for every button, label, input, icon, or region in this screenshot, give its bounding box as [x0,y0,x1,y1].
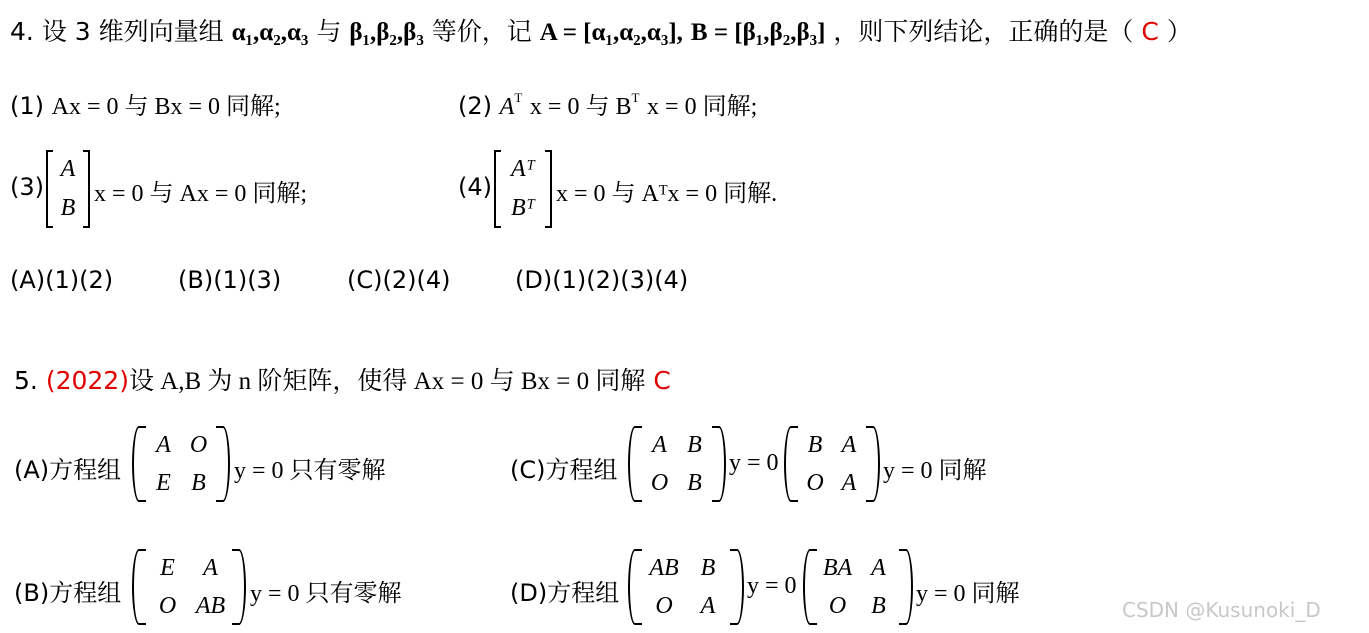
matrix-entry: A [156,431,171,458]
watermark: CSDN @Kusunoki_D [1122,598,1321,622]
statement-text: x = 0 与 Ax = 0 同解; [94,181,308,207]
beta-vectors: β₁,β₂,β₃ [349,19,424,46]
choice-d: (D)(1)(2)(3)(4) [515,266,689,294]
option-a-matrix [132,426,230,502]
stem-text: 设 A,B 为 n 阶矩阵，使得 Ax = 0 与 Bx = 0 同解 [128,368,646,395]
stem-text: 等价，记 [431,17,532,46]
choice-c: (C)(2)(4) [347,266,451,294]
option-d-matrix-right [803,549,913,625]
statement-text: Ax = 0 与 Bx = 0 同解; [51,94,281,120]
statement-label: (4) [458,173,492,201]
transpose-mark: T [631,90,640,105]
stem-text: 与 [316,17,342,46]
question-4-stem [10,12,1192,48]
answer-mark: C [1141,17,1159,46]
option-d-matrix-left [628,549,744,625]
stacked-matrix-transposes [494,150,552,228]
matrix-entry: BA [822,554,853,581]
exam-year: (2022) [45,366,129,395]
option-c-matrix-right [784,426,880,502]
question-5-stem [14,361,671,397]
statement-text: x = 0 同解; [647,94,758,120]
matrix-entry: B [687,431,702,458]
matrix-entry: B [807,431,823,458]
statement-label: (2) [458,92,492,120]
option-c-mid: y = 0 [729,450,779,476]
matrix-a-definition: A = [α₁,α₂,α₃], [539,19,683,46]
stem-text: ，则下列结论，正确的是（ [833,17,1134,46]
matrix-entry: A [700,592,716,619]
matrix-entry: B [687,469,702,496]
matrix-entry: E [160,554,175,581]
answer-mark: C [653,366,671,395]
matrix-entry: A [841,469,857,496]
question-number: 4. [10,17,34,46]
matrix-entry: B [60,195,76,221]
matrix-entry: A [652,431,667,458]
statement-text: x = 0 与 Aᵀx = 0 同解. [556,181,778,207]
matrix-entry: A [841,431,857,458]
option-c-label: (C)方程组 [510,456,618,484]
question-number: 5. [14,366,38,395]
statement-1 [10,86,281,121]
alpha-vectors: α₁,α₂,α₃ [231,19,309,46]
matrix-entry: O [828,592,847,619]
choice-b: (B)(1)(3) [178,266,282,294]
choice-a: (A)(1)(2) [10,266,114,294]
statement-label: (3) [10,173,44,201]
option-c-text: y = 0 同解 [883,458,987,484]
matrix-entry: AB [195,592,226,619]
matrix-entry: Aᵀ [511,156,535,182]
statement-2 [458,86,757,121]
matrix-entry: AB [649,554,679,581]
matrix-entry: A [203,554,218,581]
transpose-mark: T [514,90,523,105]
matrix-entry: B [191,469,206,496]
matrix-entry: B [700,554,716,581]
stem-text: ） [1166,17,1192,46]
option-a-text: y = 0 只有零解 [234,458,386,484]
matrix-b-definition: B = [β₁,β₂,β₃] [690,19,826,46]
matrix-entry: Bᵀ [511,195,535,221]
matrix-entry: A [871,554,886,581]
option-d-mid: y = 0 [747,573,797,599]
stem-text: 设 3 维列向量组 [41,17,224,46]
stacked-matrix-ab [46,150,90,228]
matrix-symbol: A [499,94,515,120]
matrix-entry: O [158,592,177,619]
option-b-text: y = 0 只有零解 [250,581,402,607]
option-b-label: (B)方程组 [14,579,122,607]
option-a-label: (A)方程组 [14,456,122,484]
matrix-entry: E [156,469,171,496]
option-d-text: y = 0 同解 [916,581,1020,607]
matrix-entry: O [650,469,669,496]
statement-text: x = 0 与 B [529,94,632,120]
matrix-entry: B [871,592,886,619]
matrix-entry: O [655,592,673,619]
statement-label: (1) [10,92,44,120]
matrix-entry: O [189,431,208,458]
matrix-entry: A [60,156,76,182]
option-b-matrix [132,549,246,625]
option-d-label: (D)方程组 [510,579,620,607]
option-c-matrix-left [628,426,726,502]
matrix-entry: O [806,469,824,496]
